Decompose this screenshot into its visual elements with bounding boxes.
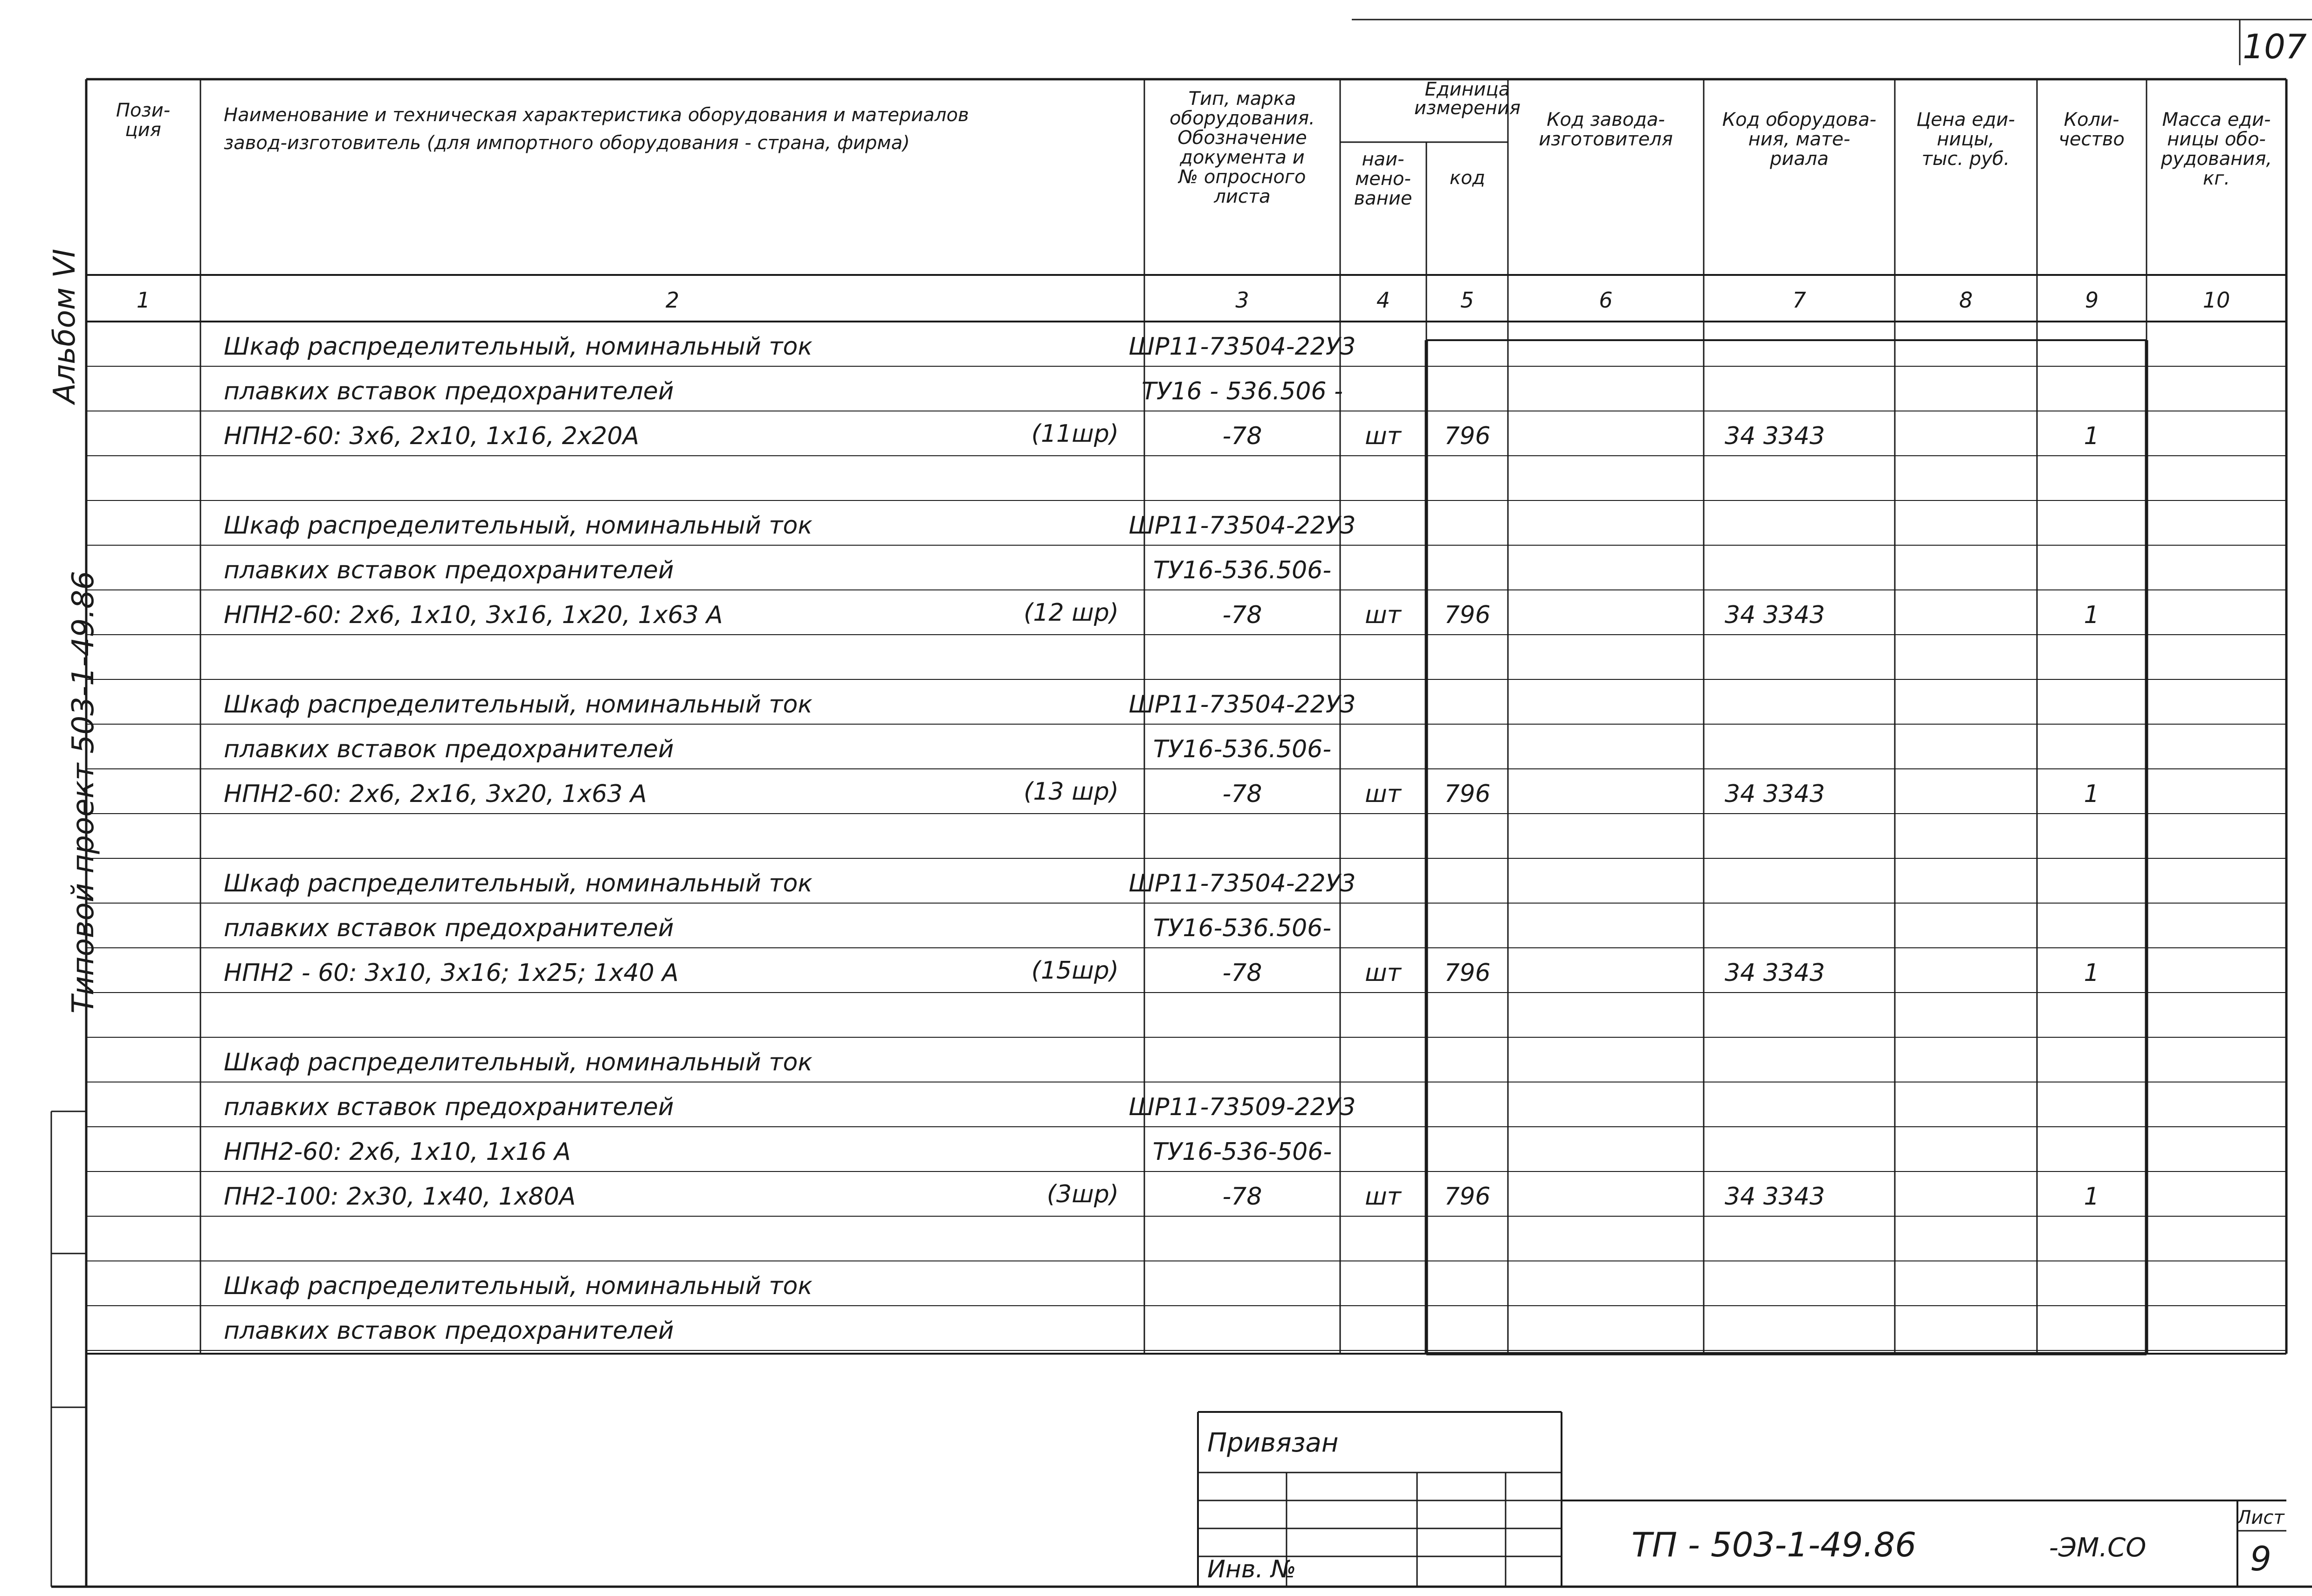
header-quantity: чество	[2058, 129, 2125, 150]
row-type: ТУ16-536.506-	[1153, 735, 1332, 763]
header-name: завод-изготовитель (для импортного оборудования - страна, фирма)	[224, 132, 910, 154]
row-name: Шкаф распределительный, номинальный ток	[224, 512, 812, 540]
header-unit-price: ницы,	[1937, 129, 1995, 150]
header-position: ция	[125, 119, 161, 141]
row-note: (15шр)	[1031, 957, 1119, 985]
row-unit: шт	[1365, 1183, 1401, 1211]
row-type: -78	[1222, 1183, 1262, 1211]
row-type: ШР11-73504-22У3	[1128, 512, 1356, 540]
stamp-sheet-label: Лист	[2237, 1507, 2284, 1528]
row-note: (3шр)	[1046, 1180, 1119, 1208]
stamp-document-code: ТП - 503-1-49.86	[1631, 1525, 1917, 1564]
row-type: -78	[1222, 780, 1262, 808]
row-note: (13 шр)	[1024, 778, 1119, 806]
header-unit-mass: ницы обо-	[2167, 129, 2266, 150]
side-project-label: Типовой проект 503-1-49.86	[66, 570, 101, 1014]
row-equipment-code: 34 3343	[1725, 1183, 1825, 1211]
row-name: НПН2-60: 2х6, 1х10, 1х16 А	[224, 1138, 571, 1166]
row-quantity: 1	[2084, 422, 2099, 450]
row-type: ШР11-73504-22У3	[1128, 333, 1356, 361]
stamp-sheet-number: 9	[2250, 1539, 2271, 1578]
stamp-inventory-label: Инв. №	[1207, 1555, 1296, 1583]
page-number: 107	[2243, 27, 2307, 66]
header-equipment-code: Код оборудова-	[1722, 109, 1877, 130]
row-equipment-code: 34 3343	[1725, 601, 1825, 629]
header-type: оборудования.	[1170, 108, 1315, 129]
header-unit-group: измерения	[1414, 97, 1521, 119]
row-name: плавких вставок предохранителей	[224, 1317, 674, 1345]
row-name: плавких вставок предохранителей	[224, 377, 674, 405]
row-type: ТУ16-536.506-	[1153, 556, 1332, 584]
header-unit-group: Единица	[1424, 79, 1510, 100]
row-unit-code: 796	[1444, 1183, 1491, 1211]
row-quantity: 1	[2084, 959, 2099, 987]
row-type: ШР11-73504-22У3	[1128, 691, 1356, 719]
header-maker-code: изготовителя	[1539, 129, 1673, 150]
row-unit-code: 796	[1444, 959, 1491, 987]
row-unit: шт	[1365, 601, 1401, 629]
column-number: 5	[1460, 288, 1474, 313]
row-name: ПН2-100: 2х30, 1х40, 1х80А	[224, 1183, 576, 1211]
header-unit-price: Цена еди-	[1916, 109, 2015, 130]
row-type: ТУ16 - 536.506 -	[1142, 377, 1343, 405]
row-note: (12 шр)	[1024, 599, 1119, 627]
header-type: Тип, марка	[1188, 88, 1296, 110]
column-number: 3	[1235, 288, 1249, 313]
header-equipment-code: ния, мате-	[1748, 129, 1851, 150]
row-name: плавких вставок предохранителей	[224, 556, 674, 584]
row-name: плавких вставок предохранителей	[224, 735, 674, 763]
header-unit-price: тыс. руб.	[1921, 148, 2010, 170]
row-type: ТУ16-536.506-	[1153, 914, 1332, 942]
row-unit: шт	[1365, 780, 1401, 808]
stamp-document-mark: -ЭМ.СО	[2049, 1533, 2147, 1563]
row-quantity: 1	[2084, 1183, 2099, 1211]
column-number: 6	[1599, 288, 1613, 313]
header-unit-code: код	[1449, 167, 1486, 189]
side-album-label: Альбом VI	[48, 248, 82, 404]
header-unit-name: мено-	[1355, 168, 1411, 190]
row-unit-code: 796	[1444, 422, 1491, 450]
row-type: ТУ16-536-506-	[1152, 1138, 1332, 1166]
row-quantity: 1	[2084, 601, 2099, 629]
row-unit: шт	[1365, 422, 1401, 450]
row-type: -78	[1222, 422, 1262, 450]
column-number: 9	[2085, 288, 2099, 313]
column-number: 1	[136, 288, 151, 313]
row-name: Шкаф распределительный, номинальный ток	[224, 1272, 812, 1300]
column-number: 7	[1792, 288, 1806, 313]
header-equipment-code: риала	[1770, 148, 1829, 170]
row-equipment-code: 34 3343	[1725, 422, 1825, 450]
row-unit: шт	[1365, 959, 1401, 987]
column-number: 10	[2202, 288, 2230, 313]
row-type: -78	[1222, 601, 1262, 629]
row-name: Шкаф распределительный, номинальный ток	[224, 691, 812, 719]
header-unit-mass: Масса еди-	[2162, 109, 2271, 130]
row-name: НПН2 - 60: 3х10, 3х16; 1х25; 1х40 А	[224, 959, 679, 987]
row-unit-code: 796	[1444, 601, 1491, 629]
row-type: -78	[1222, 959, 1262, 987]
row-name: плавких вставок предохранителей	[224, 914, 674, 942]
header-unit-name: наи-	[1362, 149, 1404, 170]
header-type: № опросного	[1178, 166, 1306, 188]
row-name: плавких вставок предохранителей	[224, 1093, 674, 1121]
header-unit-mass: рудования,	[2161, 148, 2272, 170]
row-type: ШР11-73504-22У3	[1128, 870, 1356, 897]
row-name: Шкаф распределительный, номинальный ток	[224, 1048, 812, 1076]
header-type: документа и	[1180, 147, 1305, 168]
row-note: (11шр)	[1031, 420, 1119, 448]
header-name: Наименование и техническая характеристика оборудования и материалов	[224, 104, 969, 126]
row-name: Шкаф распределительный, номинальный ток	[224, 870, 812, 897]
stamp-tied-label: Привязан	[1207, 1428, 1339, 1458]
row-equipment-code: 34 3343	[1725, 959, 1825, 987]
header-maker-code: Код завода-	[1547, 109, 1665, 130]
header-type: листа	[1214, 186, 1271, 207]
header-type: Обозначение	[1177, 127, 1307, 149]
row-name: НПН2-60: 2х6, 1х10, 3х16, 1х20, 1х63 А	[224, 601, 723, 629]
row-unit-code: 796	[1444, 780, 1491, 808]
row-quantity: 1	[2084, 780, 2099, 808]
header-position: Пози-	[116, 100, 171, 121]
column-number: 2	[665, 288, 680, 313]
row-type: ШР11-73509-22У3	[1128, 1093, 1356, 1121]
header-unit-mass: кг.	[2203, 168, 2230, 189]
column-number: 8	[1959, 288, 1973, 313]
header-unit-name: вание	[1354, 188, 1412, 209]
row-equipment-code: 34 3343	[1725, 780, 1825, 808]
row-name: НПН2-60: 3х6, 2х10, 1х16, 2х20А	[224, 422, 640, 450]
header-quantity: Коли-	[2064, 109, 2119, 130]
row-name: Шкаф распределительный, номинальный ток	[224, 333, 812, 361]
column-number: 4	[1376, 288, 1390, 313]
row-name: НПН2-60: 2х6, 2х16, 3х20, 1х63 А	[224, 780, 647, 808]
